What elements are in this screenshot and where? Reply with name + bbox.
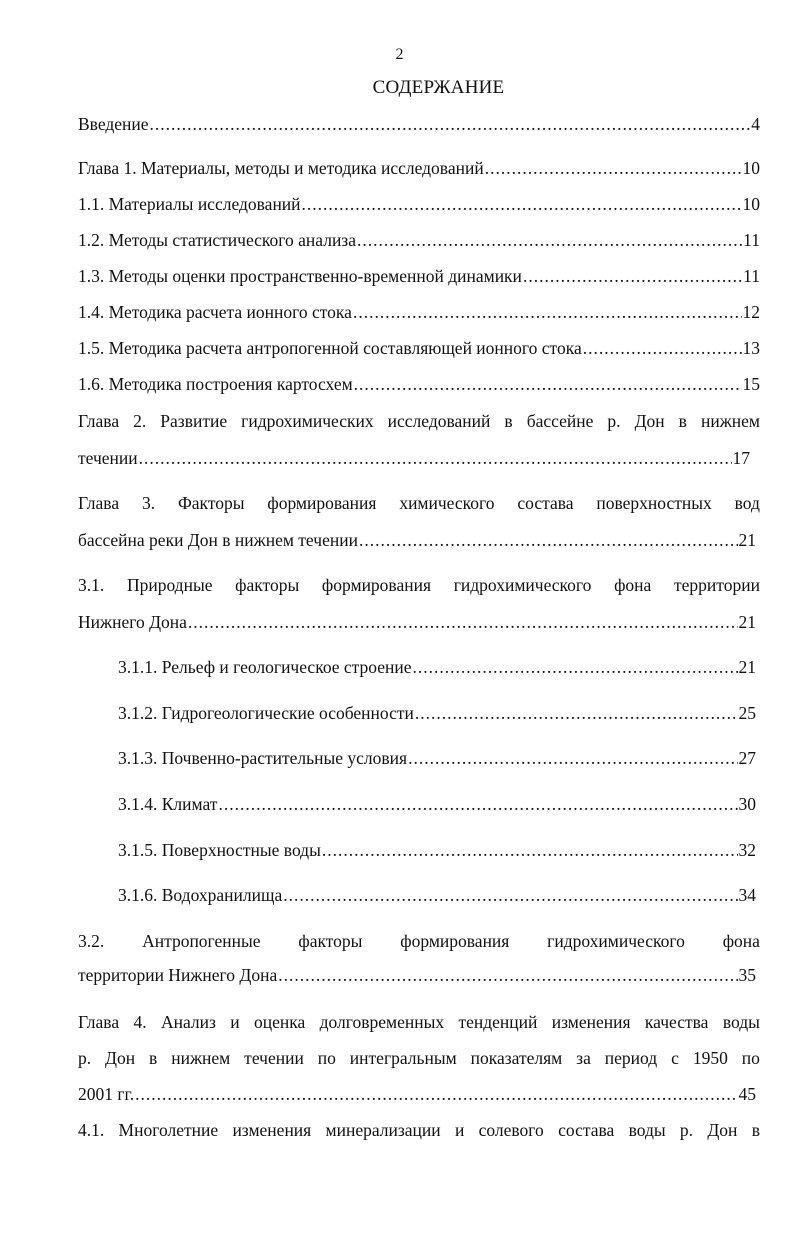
- word: состава: [558, 1120, 615, 1140]
- entry-text: 1.3. Методы оценки пространственно-временной динамики: [78, 266, 522, 286]
- word: изменения: [232, 1120, 312, 1140]
- entry-text: 3.1.6. Водохранилища: [118, 885, 283, 905]
- word: минерализации: [325, 1120, 441, 1140]
- entry-page: 27: [738, 748, 756, 768]
- word: за: [576, 1048, 591, 1068]
- word: 4.: [133, 1012, 147, 1032]
- toc-entry-3-1-line2[interactable]: [78, 610, 756, 634]
- toc-entry-1-1[interactable]: [78, 192, 760, 216]
- word: в: [678, 411, 687, 431]
- toc-entry-3-2-line2[interactable]: [78, 963, 756, 987]
- word: Многолетние: [118, 1120, 219, 1140]
- dot-leader: [302, 192, 742, 216]
- toc-entry-ch4-line1[interactable]: [78, 1010, 760, 1034]
- word: период: [604, 1048, 658, 1068]
- word: территории: [674, 575, 760, 595]
- word: в: [751, 1120, 760, 1140]
- entry-page: 17: [732, 448, 750, 468]
- toc-entry-3-1-1[interactable]: [118, 655, 756, 679]
- word: формирования: [400, 931, 510, 951]
- word: Дон: [707, 1120, 738, 1140]
- word: формирования: [321, 575, 432, 595]
- entry-page: 13: [742, 338, 760, 358]
- toc-entry-1-3[interactable]: [78, 264, 760, 288]
- word: фона: [722, 931, 760, 951]
- dot-leader: [135, 1082, 737, 1106]
- dot-leader: [139, 446, 732, 470]
- dot-leader: [353, 300, 742, 324]
- dot-leader: [408, 746, 737, 770]
- toc-entry-intro[interactable]: [78, 112, 760, 136]
- word: изменения: [551, 1012, 631, 1032]
- word: и: [230, 1012, 240, 1032]
- toc-entry-1-4[interactable]: [78, 300, 760, 324]
- entry-text: 3.1.1. Рельеф и геологическое строение: [118, 657, 412, 677]
- entry-text: территории Нижнего Дона: [78, 965, 278, 985]
- page-number: 2: [395, 46, 404, 63]
- toc-entry-ch2-line1[interactable]: [78, 409, 760, 433]
- entry-page: 12: [742, 302, 760, 322]
- dot-leader: [188, 610, 738, 634]
- toc-entry-3-1-6[interactable]: [118, 883, 756, 907]
- entry-page: 21: [738, 530, 756, 550]
- entry-page: 35: [738, 965, 756, 985]
- word: долговременных: [319, 1012, 445, 1032]
- word: 1950: [692, 1048, 728, 1068]
- word: с: [671, 1048, 679, 1068]
- toc-entry-3-1-line1[interactable]: [78, 573, 760, 597]
- word: 3.1.: [78, 575, 105, 595]
- entry-text: 3.1.4. Климат: [118, 794, 218, 814]
- entry-text: 1.6. Методика построения картосхем: [78, 374, 353, 394]
- word: нижнем: [171, 1048, 231, 1068]
- word: Антропогенные: [142, 931, 261, 951]
- dot-leader: [523, 264, 742, 288]
- entry-text: Нижнего Дона: [78, 612, 187, 632]
- word: в: [149, 1048, 158, 1068]
- word: исследований: [387, 411, 491, 431]
- word: показателям: [470, 1048, 563, 1068]
- dot-leader: [583, 336, 742, 360]
- entry-text: Введение: [78, 114, 149, 134]
- word: оценка: [253, 1012, 306, 1032]
- word: Анализ: [160, 1012, 216, 1032]
- entry-page: 11: [743, 230, 760, 250]
- entry-page: 21: [738, 612, 756, 632]
- entry-page: 25: [738, 703, 756, 723]
- word: течении: [244, 1048, 304, 1068]
- word: фона: [614, 575, 652, 595]
- dot-leader: [218, 792, 737, 816]
- entry-page: 34: [738, 885, 756, 905]
- word: химического: [399, 493, 495, 513]
- dot-leader: [415, 701, 738, 725]
- toc-entry-1-2[interactable]: [78, 228, 760, 252]
- word: гидрохимического: [547, 931, 685, 951]
- entry-text: 1.4. Методика расчета ионного стока: [78, 302, 352, 322]
- dot-leader: [322, 838, 738, 862]
- word: бассейне: [526, 411, 594, 431]
- word: состава: [517, 493, 574, 513]
- entry-text: 3.1.5. Поверхностные воды: [118, 840, 321, 860]
- toc-entry-3-2-line1[interactable]: [78, 929, 760, 953]
- word: 4.1.: [78, 1120, 105, 1140]
- word: и: [454, 1120, 465, 1140]
- toc-entry-ch4-line2[interactable]: [78, 1046, 760, 1070]
- word: Факторы: [177, 493, 245, 513]
- word: по: [317, 1048, 336, 1068]
- entry-page: 32: [738, 840, 756, 860]
- word: качества: [644, 1012, 709, 1032]
- entry-page: 45: [738, 1084, 756, 1104]
- word: нижнем: [700, 411, 760, 431]
- entry-text: 3.1.3. Почвенно-растительные условия: [118, 748, 408, 768]
- toc-entry-3-1-2[interactable]: [118, 701, 756, 725]
- word: поверхностных: [596, 493, 712, 513]
- toc-entry-ch2-line2[interactable]: [78, 446, 750, 470]
- toc-entry-3-1-3[interactable]: [118, 746, 756, 770]
- word: солевого: [478, 1120, 544, 1140]
- dot-leader: [150, 112, 751, 136]
- word: Глава: [78, 1012, 120, 1032]
- entry-text: 3.1.2. Гидрогеологические особенности: [118, 703, 414, 723]
- word: по: [741, 1048, 760, 1068]
- word: 3.2.: [78, 931, 105, 951]
- dot-leader: [357, 228, 742, 252]
- word: интегральным: [349, 1048, 457, 1068]
- word: факторы: [298, 931, 363, 951]
- word: воды: [628, 1120, 666, 1140]
- toc-entry-3-1-4[interactable]: [118, 792, 756, 816]
- word: факторы: [235, 575, 300, 595]
- word: формирования: [267, 493, 377, 513]
- word: Развитие: [160, 411, 228, 431]
- entry-page: 21: [738, 657, 756, 677]
- word: гидрохимических: [241, 411, 374, 431]
- entry-page: 10: [742, 158, 760, 178]
- entry-text: 1.1. Материалы исследований: [78, 194, 301, 214]
- toc-entry-ch3-line2[interactable]: [78, 528, 756, 552]
- entry-page: 30: [738, 794, 756, 814]
- dot-leader: [485, 156, 742, 180]
- entry-text: 1.5. Методика расчета антропогенной составляющей ионного стока: [78, 338, 582, 358]
- toc-entry-1-5[interactable]: [78, 336, 760, 360]
- word: Глава: [78, 493, 120, 513]
- entry-text: 2001 гг.: [78, 1084, 135, 1104]
- entry-page: 4: [751, 114, 760, 134]
- word: Дон: [105, 1048, 136, 1068]
- entry-page: 10: [742, 194, 760, 214]
- toc-title: СОДЕРЖАНИЕ: [372, 77, 505, 98]
- toc-entry-3-1-5[interactable]: [118, 838, 756, 862]
- word: тенденций: [458, 1012, 538, 1032]
- word: 2.: [133, 411, 147, 431]
- entry-text: Глава 1. Материалы, методы и методика исследований: [78, 158, 484, 178]
- word: р.: [679, 1120, 694, 1140]
- word: воды: [722, 1012, 760, 1032]
- entry-text: бассейна реки Дон в нижнем течении: [78, 530, 358, 550]
- dot-leader: [278, 963, 737, 987]
- dot-leader: [283, 883, 737, 907]
- entry-text: течении: [78, 448, 138, 468]
- word: в: [504, 411, 513, 431]
- word: Дон: [634, 411, 665, 431]
- word: гидрохимического: [453, 575, 592, 595]
- word: вод: [734, 493, 760, 513]
- toc-entry-ch4-line3[interactable]: [78, 1082, 756, 1106]
- entry-page: 11: [743, 266, 760, 286]
- dot-leader: [413, 655, 738, 679]
- dot-leader: [354, 372, 742, 396]
- entry-page: 15: [742, 374, 760, 394]
- toc-entry-ch3-line1[interactable]: [78, 491, 760, 515]
- dot-leader: [359, 528, 738, 552]
- entry-text: 1.2. Методы статистического анализа: [78, 230, 356, 250]
- word: р.: [607, 411, 621, 431]
- word: 3.: [141, 493, 156, 513]
- toc-entry-ch1[interactable]: [78, 156, 760, 180]
- word: Глава: [78, 411, 120, 431]
- word: Природные: [126, 575, 213, 595]
- toc-entry-4-1-line1[interactable]: [78, 1118, 760, 1142]
- word: р.: [78, 1048, 92, 1068]
- toc-entry-1-6[interactable]: [78, 372, 760, 396]
